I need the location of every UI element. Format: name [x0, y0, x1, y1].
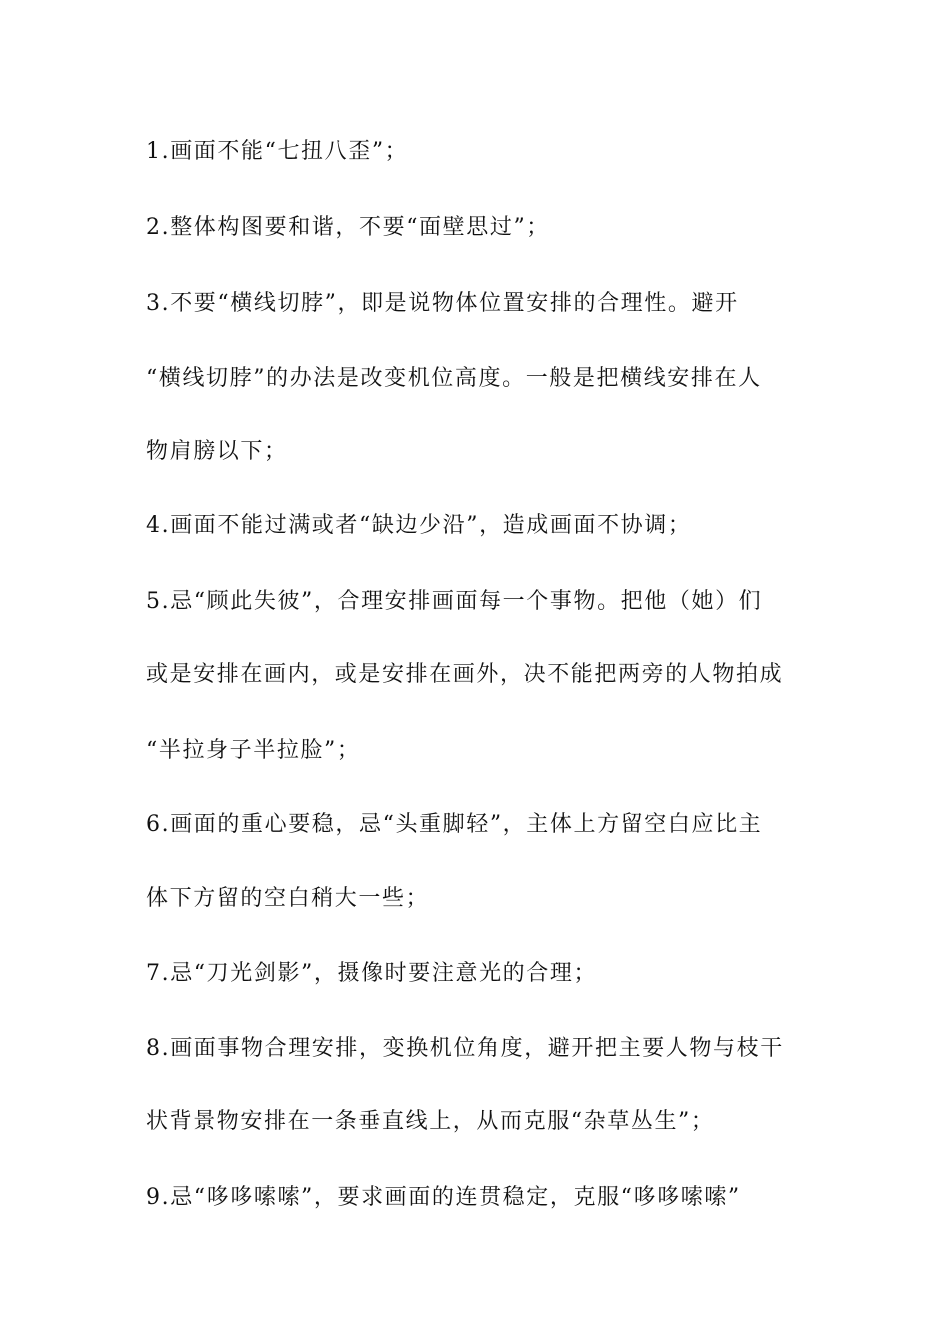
text-line-11: 体下方留的空白稍大一些；	[146, 886, 430, 911]
text-line-7: 5.忌“顾此失彼”，合理安排画面每一个事物。把他（她）们	[146, 589, 763, 614]
text-line-10: 6.画面的重心要稳，忌“头重脚轻”，主体上方留空白应比主	[146, 812, 763, 837]
text-line-12: 7.忌“刀光剑影”，摄像时要注意光的合理；	[146, 961, 598, 986]
text-line-5: 物肩膀以下；	[146, 439, 288, 464]
text-line-14: 状背景物安排在一条垂直线上，从而克服“杂草丛生”；	[146, 1109, 715, 1134]
text-line-15: 9.忌“哆哆嗦嗦”，要求画面的连贯稳定，克服“哆哆嗦嗦”	[146, 1185, 741, 1210]
text-line-13: 8.画面事物合理安排，变换机位角度，避开把主要人物与枝干	[146, 1036, 784, 1061]
text-line-9: “半拉身子半拉脸”；	[146, 738, 361, 763]
text-line-4: “横线切脖”的办法是改变机位高度。一般是把横线安排在人	[146, 366, 762, 391]
text-line-1: 1.画面不能“七扭八歪”；	[146, 139, 409, 164]
text-line-2: 2.整体构图要和谐，不要“面壁思过”；	[146, 215, 550, 240]
text-line-6: 4.画面不能过满或者“缺边少沿”，造成画面不协调；	[146, 513, 692, 538]
text-line-3: 3.不要“横线切脖”，即是说物体位置安排的合理性。避开	[146, 291, 739, 316]
text-line-8: 或是安排在画内，或是安排在画外，决不能把两旁的人物拍成	[146, 662, 784, 687]
